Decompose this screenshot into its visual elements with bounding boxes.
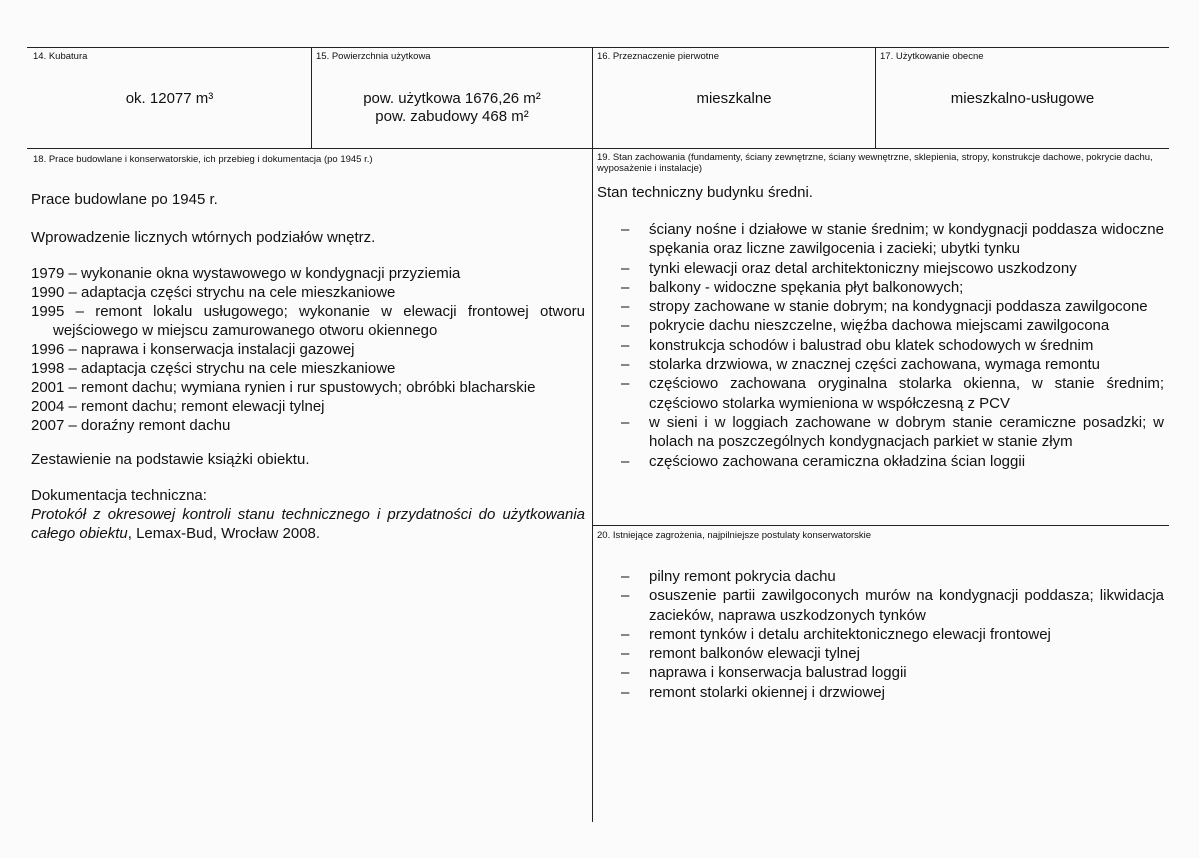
field-16-value: mieszkalne bbox=[696, 90, 772, 107]
s18-entry: 1998 – adaptacja części strychu na cele mieszkaniowe bbox=[31, 360, 396, 377]
field-18-label: 18. Prace budowlane i konserwatorskie, ich przebieg i dokumentacja (po 1945 r.) bbox=[33, 154, 373, 165]
s18-entry: 1990 – adaptacja części strychu na cele mieszkaniowe bbox=[31, 284, 396, 301]
col-divider-2 bbox=[592, 47, 593, 822]
field-15-value-1: pow. użytkowa 1676,26 m² bbox=[363, 90, 541, 107]
field-16-label: 16. Przeznaczenie pierwotne bbox=[597, 51, 719, 62]
field-17-value: mieszkalno-usługowe bbox=[950, 90, 1095, 107]
s20-list bbox=[621, 567, 1164, 702]
list-item: – stolarka drzwiowa, w znacznej części zachowana, wymaga remontu bbox=[621, 355, 1164, 374]
list-item: – balkony - widoczne spękania płyt balkonowych; bbox=[621, 278, 1164, 297]
top-border bbox=[27, 47, 1169, 48]
s18-entry: 1995 – remont lokalu usługowego; wykonanie w elewacji frontowej otworu wejściowego w miejscu zamurowanego otworu okiennego bbox=[31, 303, 585, 339]
s18-entry: 1979 – wykonanie okna wystawowego w kondygnacji przyziemia bbox=[31, 265, 461, 282]
field-20-label: 20. Istniejące zagrożenia, najpilniejsze postulaty konserwatorskie bbox=[597, 530, 872, 541]
list-item: – remont tynków i detalu architektonicznego elewacji frontowej bbox=[621, 625, 1164, 644]
list-item: – częściowo zachowana oryginalna stolarka okienna, w stanie średnim; częściowo stolarka wymieniona w współczesną z PCV bbox=[621, 374, 1164, 413]
field-15-label: 15. Powierzchnia użytkowa bbox=[316, 51, 431, 62]
list-item: – osuszenie partii zawilgoconych murów na kondygnacji poddasza; likwidacja zacieków, naprawa uszkodzonych tynków bbox=[621, 586, 1164, 625]
s18-doc-rest: , Lemax-Bud, Wrocław 2008. bbox=[127, 525, 321, 542]
list-item: – pokrycie dachu nieszczelne, więźba dachowa miejscami zawilgocona bbox=[621, 316, 1164, 335]
list-item: – tynki elewacji oraz detal architektoniczny miejscowo uszkodzony bbox=[621, 259, 1164, 278]
list-item: – remont balkonów elewacji tylnej bbox=[621, 644, 1164, 663]
s18-subintro: Wprowadzenie licznych wtórnych podziałów wnętrz. bbox=[31, 229, 376, 246]
s18-doc-reference bbox=[31, 505, 585, 543]
field-14-value: ok. 12077 m³ bbox=[125, 90, 214, 107]
field-15-value-2: pow. zabudowy 468 m² bbox=[375, 108, 529, 125]
list-item: – w sieni i w loggiach zachowane w dobrym stanie ceramiczne posadzki; w holach na poszczególnych kondygnacjach parkiet w stanie złym bbox=[621, 413, 1164, 452]
list-item: – stropy zachowane w stanie dobrym; na kondygnacji poddasza zawilgocone bbox=[621, 297, 1164, 316]
field-17-label: 17. Użytkowanie obecne bbox=[880, 51, 984, 62]
list-item: – ściany nośne i działowe w stanie średnim; w kondygnacji poddasza widoczne spękania oraz liczne zawilgocenia i zacieki; ubytki tynku bbox=[621, 220, 1164, 259]
s18-entries bbox=[31, 264, 585, 435]
list-item: – naprawa i konserwacja balustrad loggii bbox=[621, 663, 1164, 682]
row-divider bbox=[27, 148, 1169, 149]
list-item: – częściowo zachowana ceramiczna okładzina ścian loggii bbox=[621, 452, 1164, 471]
field-19-label: 19. Stan zachowania (fundamenty, ściany zewnętrzne, ściany wewnętrzne, sklepienia, stropy, konstrukcje dachowe, pokrycie dachu, wyposażenie i instalacje) bbox=[597, 152, 1153, 174]
s18-entry: 2001 – remont dachu; wymiana rynien i rur spustowych; obróbki blacharskie bbox=[31, 379, 536, 396]
list-item: – remont stolarki okiennej i drzwiowej bbox=[621, 683, 1164, 702]
list-item: – konstrukcja schodów i balustrad obu klatek schodowych w średnim bbox=[621, 336, 1164, 355]
s18-intro: Prace budowlane po 1945 r. bbox=[31, 191, 218, 208]
s18-doc-title: Protokół z okresowej kontroli stanu technicznego i przydatności do użytkowania całego obiektu bbox=[31, 506, 585, 542]
section-20-divider bbox=[592, 525, 1169, 526]
s18-doc-heading: Dokumentacja techniczna: bbox=[31, 487, 207, 504]
s19-list bbox=[621, 220, 1164, 471]
s18-summary: Zestawienie na podstawie książki obiektu. bbox=[31, 451, 310, 468]
s18-entry: 2004 – remont dachu; remont elewacji tylnej bbox=[31, 398, 325, 415]
list-item: – pilny remont pokrycia dachu bbox=[621, 567, 1164, 586]
s19-intro: Stan techniczny budynku średni. bbox=[597, 184, 813, 201]
s18-entry: 1996 – naprawa i konserwacja instalacji gazowej bbox=[31, 341, 355, 358]
field-14-label: 14. Kubatura bbox=[33, 51, 88, 62]
s18-entry: 2007 – doraźny remont dachu bbox=[31, 417, 231, 434]
